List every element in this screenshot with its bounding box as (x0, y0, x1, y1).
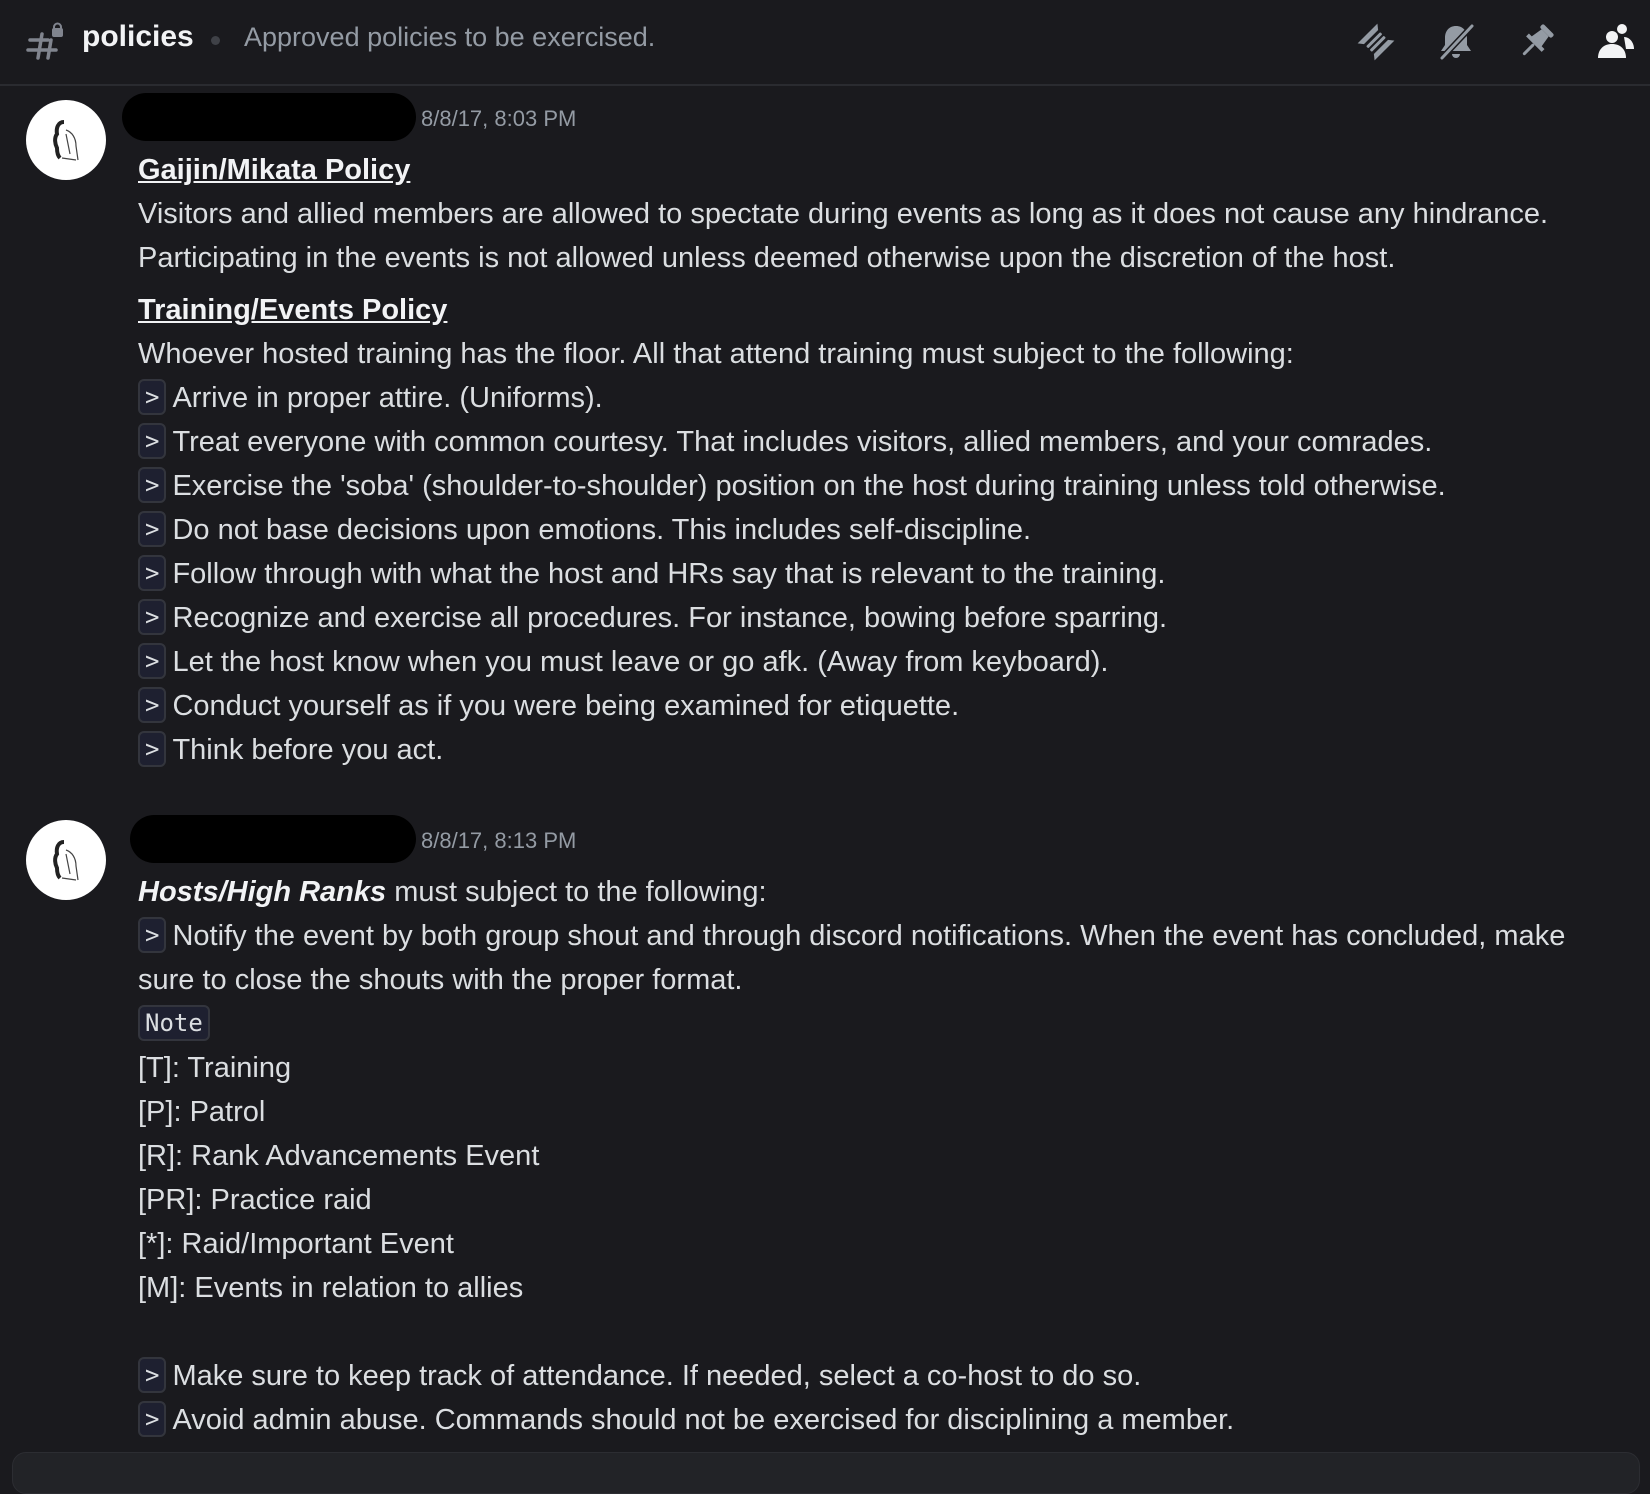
list-item-text: Recognize and exercise all procedures. For instance, bowing before sparring. (172, 602, 1168, 634)
list-item-text: Do not base decisions upon emotions. This includes self-discipline. (172, 514, 1032, 546)
member-list-icon[interactable] (1594, 20, 1638, 64)
section-heading: Gaijin/Mikata Policy (138, 154, 411, 186)
list-item-text: Let the host know when you must leave or go afk. (Away from keyboard). (172, 646, 1109, 678)
list-item (138, 1398, 1628, 1442)
list-item-text: Think before you act. (172, 734, 444, 766)
list-item-text: Make sure to keep track of attendance. If needed, select a co-host to do so. (172, 1360, 1142, 1392)
code-item: [R]: Rank Advancements Event (138, 1140, 540, 1172)
redacted-username (130, 815, 416, 863)
list-item-text: Avoid admin abuse. Commands should not be exercised for disciplining a member. (172, 1404, 1235, 1436)
inline-code: > (138, 467, 166, 503)
inline-code: > (138, 731, 166, 767)
list-item (138, 420, 1628, 464)
message (0, 88, 1650, 772)
user-avatar[interactable] (26, 100, 106, 180)
list-item (138, 552, 1628, 596)
list-item-text: Follow through with what the host and HRs say that is relevant to the training. (172, 558, 1166, 590)
list-item-text: Exercise the 'soba' (shoulder-to-shoulder) position on the host during training unless told otherwise. (172, 470, 1446, 502)
list-item-text: Arrive in proper attire. (Uniforms). (172, 382, 603, 414)
list-item (138, 508, 1628, 552)
message-timestamp: 8/8/17, 8:13 PM (421, 828, 577, 853)
avatar-figure-icon (26, 100, 106, 180)
section-heading: Training/Events Policy (138, 294, 448, 326)
channel-header (0, 0, 1650, 86)
message-timestamp: 8/8/17, 8:03 PM (421, 106, 577, 131)
channel-topic[interactable]: Approved policies to be exercised. (244, 22, 656, 52)
inline-code: > (138, 1401, 166, 1437)
inline-code: > (138, 555, 166, 591)
list-item (138, 728, 1628, 772)
list-item-text: Notify the event by both group shout and through discord notifications. When the event has concluded, make sure to close the shouts with the proper format. (138, 920, 1566, 996)
inline-code: > (138, 599, 166, 635)
inline-code: > (138, 687, 166, 723)
message-list[interactable] (0, 88, 1650, 1452)
inline-code: > (138, 1357, 166, 1393)
section-text: Whoever hosted training has the floor. All that attend training must subject to the following: (138, 338, 1294, 370)
channel-name: policies (82, 20, 194, 53)
inline-code: > (138, 643, 166, 679)
inline-code-note: Note (138, 1005, 210, 1041)
inline-code: > (138, 511, 166, 547)
list-item (138, 596, 1628, 640)
bold-italic-text: Hosts/High Ranks (138, 876, 387, 908)
inline-code: > (138, 379, 166, 415)
blank-line (138, 1310, 1628, 1354)
separator-dot (211, 36, 220, 45)
list-item (138, 684, 1628, 728)
intro-text: must subject to the following: (386, 876, 767, 908)
list-item (138, 914, 1628, 1002)
message-composer[interactable] (12, 1452, 1640, 1494)
code-item: [*]: Raid/Important Event (138, 1228, 454, 1260)
user-avatar[interactable] (26, 820, 106, 900)
message-content (138, 870, 1628, 1442)
list-item-text: Treat everyone with common courtesy. That includes visitors, allied members, and your comrades. (172, 426, 1433, 458)
list-item (138, 1354, 1628, 1398)
redacted-username (122, 93, 416, 141)
section-text: Visitors and allied members are allowed to spectate during events as long as it does not cause any hindrance. Participating in the events is not allowed unless deemed otherwise upon the discretion of the host. (138, 198, 1549, 274)
list-item-text: Conduct yourself as if you were being examined for etiquette. (172, 690, 960, 722)
code-item: [P]: Patrol (138, 1096, 266, 1128)
list-item (138, 376, 1628, 420)
locked-channel-hash-icon (26, 22, 66, 62)
avatar-figure-icon (26, 820, 106, 900)
inline-code: > (138, 423, 166, 459)
notifications-muted-icon[interactable] (1434, 20, 1478, 64)
threads-icon[interactable] (1354, 20, 1398, 64)
list-item (138, 640, 1628, 684)
list-item (138, 464, 1628, 508)
inline-code: > (138, 917, 166, 953)
note-line (138, 1002, 1628, 1046)
message-content (138, 148, 1628, 772)
code-item: [T]: Training (138, 1052, 292, 1084)
message (0, 772, 1650, 1442)
intro-line (138, 870, 1628, 914)
pin-icon[interactable] (1514, 20, 1558, 64)
code-item: [PR]: Practice raid (138, 1184, 372, 1216)
code-item: [M]: Events in relation to allies (138, 1272, 524, 1304)
